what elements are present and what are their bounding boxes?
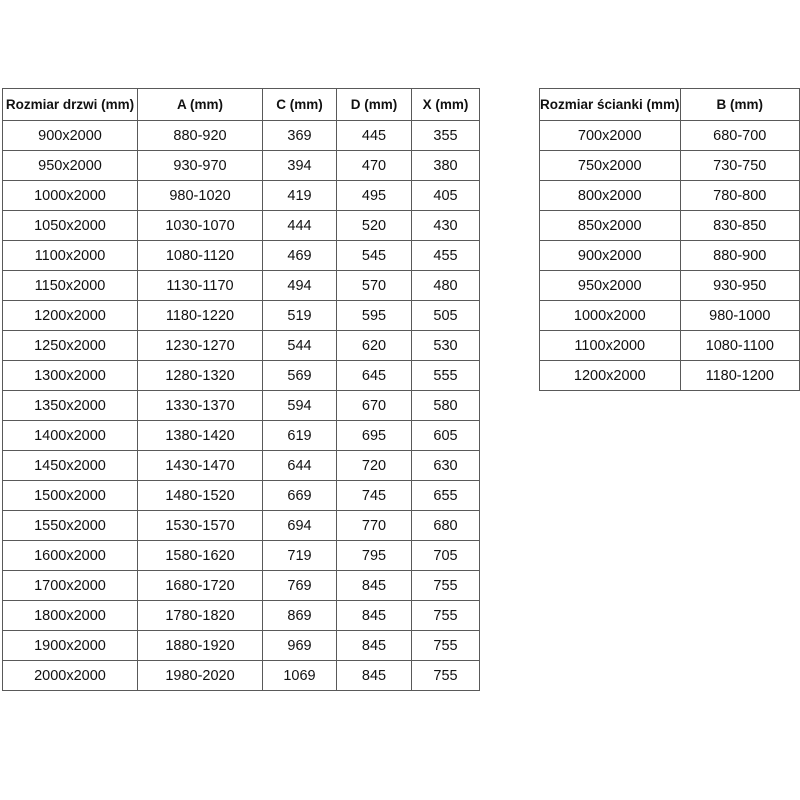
table-cell: 495 [337,181,412,211]
table-row [540,301,800,331]
table-cell: 1200x2000 [3,301,138,331]
table-cell: 1400x2000 [3,421,138,451]
table-row [3,361,480,391]
table-cell: 755 [412,661,480,691]
table-cell: 520 [337,211,412,241]
table-cell: 494 [263,271,337,301]
table-cell: 644 [263,451,337,481]
table-cell: 580 [412,391,480,421]
wall-size-table-header [540,89,800,121]
table-cell: 720 [337,451,412,481]
table-cell: 730-750 [680,151,799,181]
table-cell: 880-900 [680,241,799,271]
table-cell: 780-800 [680,181,799,211]
table-row [3,331,480,361]
table-cell: 1380-1420 [138,421,263,451]
table-cell: 1680-1720 [138,571,263,601]
table-row [540,361,800,391]
table-cell: 605 [412,421,480,451]
table-cell: 620 [337,331,412,361]
table-cell: 1350x2000 [3,391,138,421]
table-cell: 405 [412,181,480,211]
table-cell: 1080-1100 [680,331,799,361]
column-header: A (mm) [138,89,263,121]
table-row [540,151,800,181]
table-cell: 594 [263,391,337,421]
table-cell: 444 [263,211,337,241]
table-row [540,121,800,151]
table-cell: 1280-1320 [138,361,263,391]
header-row [540,89,800,121]
table-cell: 394 [263,151,337,181]
table-cell: 445 [337,121,412,151]
table-row [3,301,480,331]
table-cell: 455 [412,241,480,271]
table-row [3,481,480,511]
table-row [3,661,480,691]
table-cell: 619 [263,421,337,451]
table-row [3,571,480,601]
table-cell: 869 [263,601,337,631]
table-cell: 469 [263,241,337,271]
table-row [3,181,480,211]
wall-size-table [539,88,800,391]
table-cell: 1780-1820 [138,601,263,631]
table-cell: 419 [263,181,337,211]
table-cell: 630 [412,451,480,481]
table-row [3,631,480,661]
table-cell: 845 [337,571,412,601]
table-cell: 480 [412,271,480,301]
table-cell: 1480-1520 [138,481,263,511]
table-cell: 900x2000 [3,121,138,151]
table-cell: 880-920 [138,121,263,151]
table-row [3,451,480,481]
table-cell: 680-700 [680,121,799,151]
column-header: B (mm) [680,89,799,121]
table-cell: 1150x2000 [3,271,138,301]
table-cell: 845 [337,631,412,661]
table-cell: 1100x2000 [540,331,681,361]
table-cell: 1900x2000 [3,631,138,661]
table-row [3,271,480,301]
table-row [3,541,480,571]
door-size-table-body [3,121,480,691]
table-cell: 595 [337,301,412,331]
table-row [3,121,480,151]
wall-size-table-body [540,121,800,391]
table-cell: 680 [412,511,480,541]
table-cell: 1100x2000 [3,241,138,271]
table-cell: 769 [263,571,337,601]
table-cell: 1000x2000 [3,181,138,211]
table-cell: 430 [412,211,480,241]
table-cell: 719 [263,541,337,571]
column-header: Rozmiar ścianki (mm) [540,89,681,121]
table-cell: 1550x2000 [3,511,138,541]
table-row [3,211,480,241]
table-cell: 930-970 [138,151,263,181]
table-cell: 700x2000 [540,121,681,151]
table-row [3,601,480,631]
table-cell: 845 [337,661,412,691]
table-cell: 505 [412,301,480,331]
table-cell: 755 [412,571,480,601]
table-cell: 1180-1200 [680,361,799,391]
column-header: Rozmiar drzwi (mm) [3,89,138,121]
table-cell: 1530-1570 [138,511,263,541]
table-cell: 1450x2000 [3,451,138,481]
table-row [540,241,800,271]
table-cell: 800x2000 [540,181,681,211]
table-cell: 950x2000 [540,271,681,301]
table-cell: 569 [263,361,337,391]
column-header: X (mm) [412,89,480,121]
table-cell: 1050x2000 [3,211,138,241]
table-cell: 1580-1620 [138,541,263,571]
table-cell: 1300x2000 [3,361,138,391]
table-cell: 850x2000 [540,211,681,241]
table-cell: 655 [412,481,480,511]
table-row [3,391,480,421]
column-header: C (mm) [263,89,337,121]
table-cell: 980-1000 [680,301,799,331]
table-cell: 1800x2000 [3,601,138,631]
table-cell: 1200x2000 [540,361,681,391]
table-cell: 1500x2000 [3,481,138,511]
table-row [540,331,800,361]
table-cell: 1069 [263,661,337,691]
column-header: D (mm) [337,89,412,121]
table-cell: 544 [263,331,337,361]
table-cell: 1230-1270 [138,331,263,361]
table-cell: 1250x2000 [3,331,138,361]
table-cell: 750x2000 [540,151,681,181]
table-cell: 845 [337,601,412,631]
table-cell: 530 [412,331,480,361]
table-cell: 755 [412,601,480,631]
table-row [540,211,800,241]
table-cell: 519 [263,301,337,331]
table-cell: 355 [412,121,480,151]
table-cell: 1080-1120 [138,241,263,271]
table-cell: 950x2000 [3,151,138,181]
table-cell: 694 [263,511,337,541]
table-cell: 380 [412,151,480,181]
header-row [3,89,480,121]
table-cell: 930-950 [680,271,799,301]
table-cell: 670 [337,391,412,421]
table-cell: 555 [412,361,480,391]
table-row [540,181,800,211]
table-cell: 980-1020 [138,181,263,211]
table-cell: 669 [263,481,337,511]
table-cell: 369 [263,121,337,151]
table-cell: 1980-2020 [138,661,263,691]
table-cell: 745 [337,481,412,511]
table-cell: 645 [337,361,412,391]
table-cell: 1330-1370 [138,391,263,421]
table-cell: 1700x2000 [3,571,138,601]
table-cell: 1880-1920 [138,631,263,661]
table-cell: 705 [412,541,480,571]
table-cell: 770 [337,511,412,541]
table-cell: 1600x2000 [3,541,138,571]
table-row [540,271,800,301]
table-row [3,151,480,181]
table-cell: 1180-1220 [138,301,263,331]
table-row [3,511,480,541]
table-cell: 969 [263,631,337,661]
table-cell: 1000x2000 [540,301,681,331]
table-cell: 470 [337,151,412,181]
table-cell: 1030-1070 [138,211,263,241]
table-cell: 2000x2000 [3,661,138,691]
door-size-table [2,88,480,691]
table-row [3,241,480,271]
table-cell: 830-850 [680,211,799,241]
table-cell: 795 [337,541,412,571]
table-row [3,421,480,451]
table-cell: 695 [337,421,412,451]
table-cell: 545 [337,241,412,271]
table-cell: 1430-1470 [138,451,263,481]
table-cell: 570 [337,271,412,301]
door-size-table-header [3,89,480,121]
table-cell: 755 [412,631,480,661]
table-cell: 900x2000 [540,241,681,271]
table-cell: 1130-1170 [138,271,263,301]
